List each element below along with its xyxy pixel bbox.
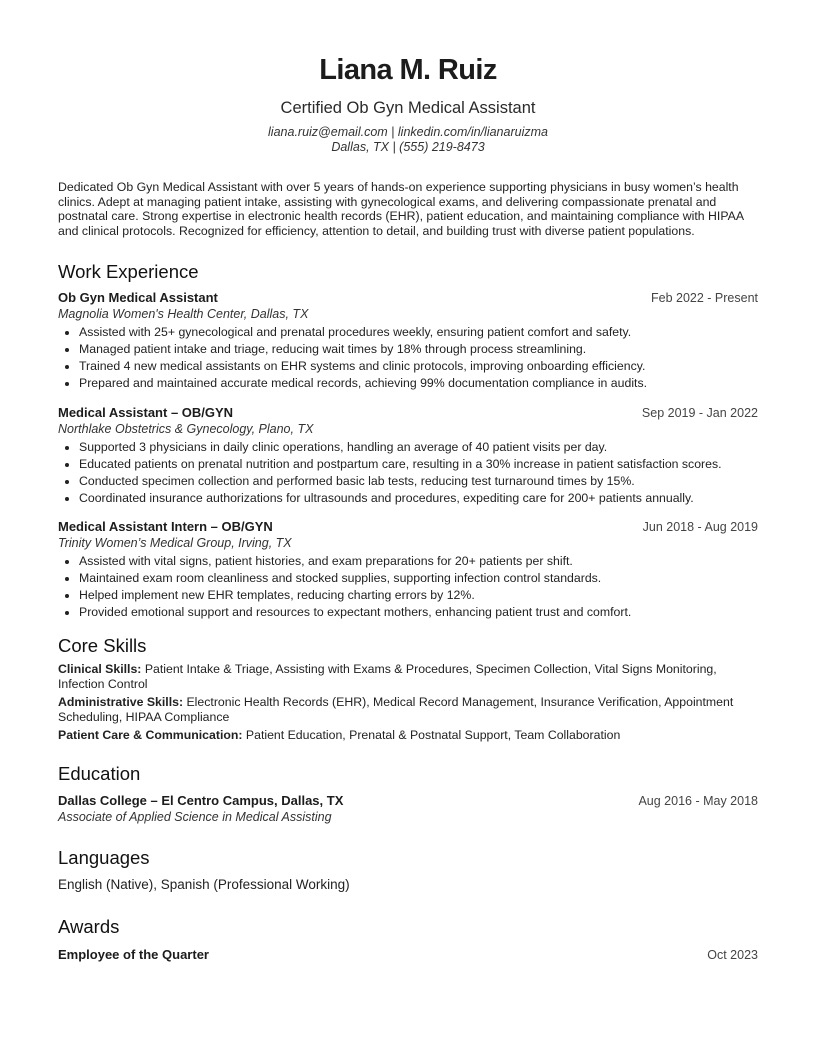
education-dates: Aug 2016 - May 2018 — [638, 793, 758, 808]
job-role: Medical Assistant – OB/GYN — [58, 404, 234, 420]
job-bullets — [58, 325, 758, 391]
skill-group-administrative — [58, 695, 758, 724]
job-organization: Trinity Women’s Medical Group, Irving, TX — [58, 536, 292, 551]
candidate-name: Liana M. Ruiz — [319, 54, 497, 86]
skill-group-label: Patient Care & Communication: — [58, 728, 243, 743]
contact-line-email-linkedin: liana.ruiz@email.com | linkedin.com/in/lianaruizma — [268, 125, 548, 139]
education-section — [58, 763, 758, 826]
job-dates: Jun 2018 - Aug 2019 — [642, 520, 758, 535]
award-entry — [58, 946, 758, 963]
job-bullet: • Educated patients on prenatal nutrition and postpartum care, resulting in a 30% increase in patient satisfaction scores. — [79, 457, 758, 472]
job-bullet: • Managed patient intake and triage, reducing wait times by 18% through process streamlining. — [79, 342, 758, 357]
award-name: Employee of the Quarter — [58, 946, 209, 962]
section-title-work-experience: Work Experience — [58, 261, 199, 283]
job-role: Ob Gyn Medical Assistant — [58, 290, 218, 306]
section-title-languages: Languages — [58, 846, 150, 868]
school-name: Dallas College – El Centro Campus, Dallas, TX — [58, 792, 344, 808]
job-bullet: • Supported 3 physicians in daily clinic operations, handling an average of 40 patient visits per day. — [79, 440, 758, 455]
job-entry — [58, 289, 758, 391]
job-bullet: • Assisted with vital signs, patient histories, and exam preparations for 20+ patients per shift. — [79, 554, 758, 569]
skill-group-label: Administrative Skills: — [58, 695, 184, 710]
job-entry — [58, 518, 758, 620]
job-bullet: • Provided emotional support and resources to expectant mothers, enhancing patient trust and comfort. — [79, 605, 758, 620]
education-entry — [58, 792, 758, 826]
section-title-core-skills: Core Skills — [58, 635, 147, 657]
languages-section — [58, 847, 758, 893]
job-bullet: • Assisted with 25+ gynecological and prenatal procedures weekly, ensuring patient comfort and safety. — [79, 325, 758, 340]
skill-group-patient-care — [58, 728, 758, 743]
awards-section — [58, 916, 758, 963]
job-organization: Magnolia Women's Health Center, Dallas, TX — [58, 307, 309, 322]
job-bullets — [58, 554, 758, 620]
job-bullet: • Maintained exam room cleanliness and stocked supplies, supporting infection control standards. — [79, 571, 758, 586]
work-experience-section — [58, 261, 758, 620]
job-dates: Sep 2019 - Jan 2022 — [641, 405, 758, 420]
contact-info — [58, 125, 758, 155]
section-title-awards: Awards — [58, 915, 120, 937]
award-date: Oct 2023 — [707, 947, 758, 962]
job-entry — [58, 404, 758, 506]
candidate-title: Certified Ob Gyn Medical Assistant — [280, 99, 536, 117]
skill-group-text: Patient Intake & Triage, Assisting with Exams & Procedures, Specimen Collection, Vital Signs Monitoring, Infection Control — [58, 662, 717, 691]
degree-name: Associate of Applied Science in Medical Assisting — [58, 809, 332, 824]
contact-line-location-phone: Dallas, TX | (555) 219-8473 — [331, 140, 485, 154]
job-organization: Northlake Obstetrics & Gynecology, Plano, TX — [58, 421, 314, 436]
core-skills-section — [58, 635, 758, 743]
job-bullet: • Conducted specimen collection and performed basic lab tests, reducing test turnaround times by 15%. — [79, 474, 758, 489]
job-bullet: • Prepared and maintained accurate medical records, achieving 99% documentation compliance in audits. — [79, 376, 758, 391]
skill-group-label: Clinical Skills: — [58, 662, 142, 677]
section-title-education: Education — [58, 762, 141, 784]
job-bullet: • Coordinated insurance authorizations for ultrasounds and procedures, expediting care for 200+ patients annually. — [79, 491, 758, 506]
languages-text: English (Native), Spanish (Professional Working) — [58, 876, 350, 892]
job-bullets — [58, 440, 758, 506]
job-bullet: • Helped implement new EHR templates, reducing charting errors by 12%. — [79, 588, 758, 603]
job-role: Medical Assistant Intern – OB/GYN — [58, 519, 273, 535]
job-dates: Feb 2022 - Present — [650, 291, 758, 306]
skill-group-clinical — [58, 662, 758, 691]
skill-group-text: Electronic Health Records (EHR), Medical Record Management, Insurance Verification, Appointment Scheduling, HIPAA Compliance — [58, 695, 734, 724]
skill-group-text: Patient Education, Prenatal & Postnatal Support, Team Collaboration — [245, 728, 621, 743]
job-bullet: • Trained 4 new medical assistants on EHR systems and clinic protocols, improving onboarding efficiency. — [79, 359, 758, 374]
professional-summary: Dedicated Ob Gyn Medical Assistant with over 5 years of hands-on experience supporting physicians in busy women’s health clinics. Adept at managing patient intake, assisting with gynecological exams, and delivering compassionate prenatal and postnatal care. Strong expertise in electronic health records (EHR), patient education, and maintaining compliance with HIPAA and clinical protocols. Recognized for efficiency, attention to detail, and building trust with diverse patient populations. — [58, 180, 744, 238]
